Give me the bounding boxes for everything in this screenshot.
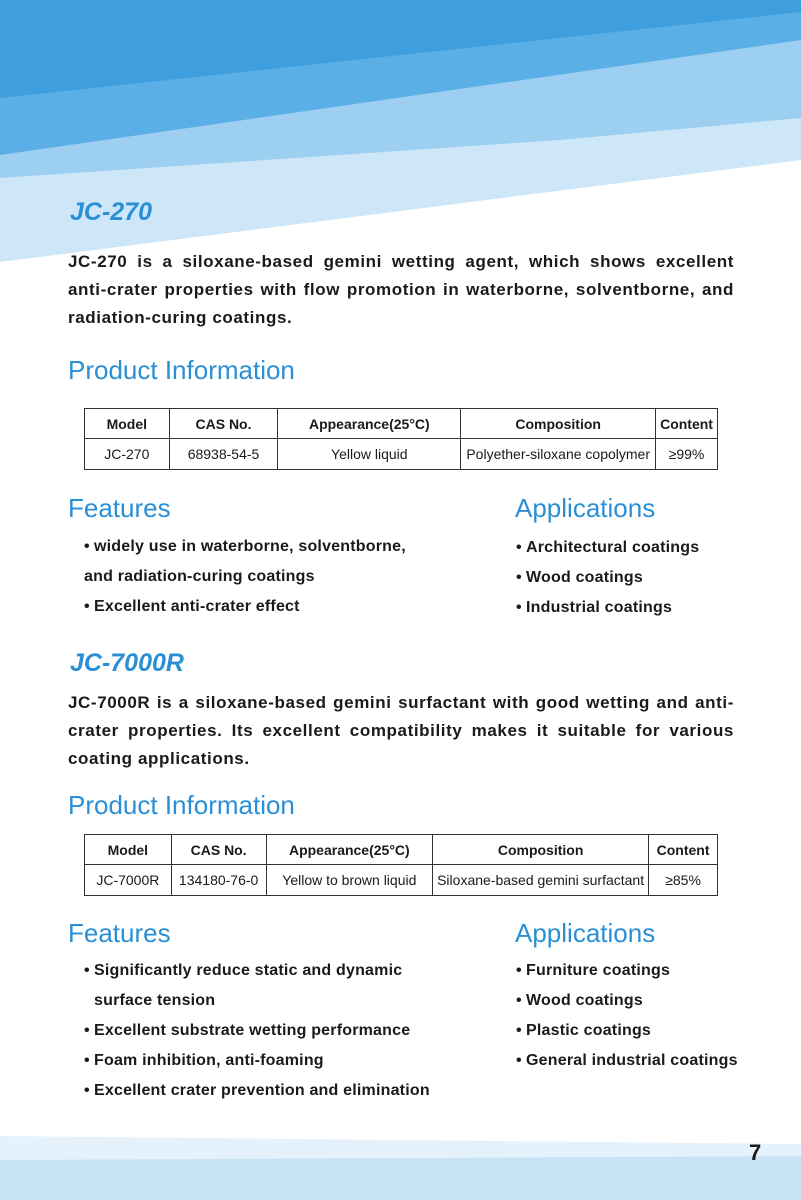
list-item: and radiation-curing coatings [84,568,315,585]
list-item: • widely use in waterborne, solventborne, [84,532,406,562]
product-info-heading: Product Information [68,355,295,385]
table-cell: Siloxane-based gemini surfactant [433,865,649,896]
table-cell: ≥99% [656,439,718,470]
table-cell: Polyether-siloxane copolymer [461,439,656,470]
table-header-cell: Content [656,409,718,439]
table-cell: JC-7000R [85,865,172,896]
product-description-jc7000r: JC-7000R is a siloxane-based gemini surfactant with good wetting and anti-crater properties. Its excellent compatibility makes it suitable for various coating applications. [68,693,734,768]
header-wave-banner [0,0,801,270]
applications-heading: Applications [515,918,656,948]
bullet-icon: • [516,569,522,586]
table-header-cell: CAS No. [171,835,266,865]
table-header-cell: Composition [461,409,656,439]
table-cell: Yellow liquid [278,439,461,470]
table-cell: Yellow to brown liquid [266,865,433,896]
table-header-cell: Composition [433,835,649,865]
table-header-cell: Model [85,835,172,865]
applications-list [516,956,738,1076]
product-title-jc270: JC-270 [70,198,152,226]
table-header-cell: Content [649,835,718,865]
table-header-row [85,409,718,439]
list-item: surface tension [94,992,216,1009]
bullet-icon: • [516,599,522,616]
footer-wave-band [0,1130,801,1200]
list-item: • Excellent anti-crater effect [84,592,406,622]
product-description-jc270: JC-270 is a siloxane-based gemini wetting agent, which shows excellent anti-crater properties with flow promotion in waterborne, solventborne, and radiation-curing coatings. [68,252,734,327]
bullet-icon: • [84,962,90,979]
table-row [85,865,718,896]
list-item: • Excellent crater prevention and elimination [84,1076,430,1106]
list-item: • Furniture coatings [516,956,738,986]
features-list [84,532,406,622]
applications-heading: Applications [515,493,656,523]
bullet-icon: • [84,598,90,615]
list-item: • Foam inhibition, anti-foaming [84,1046,430,1076]
bullet-icon: • [516,992,522,1009]
features-heading: Features [68,493,171,523]
product-info-table [84,408,718,470]
list-item: • Significantly reduce static and dynamic [84,956,430,986]
bullet-icon: • [516,539,522,556]
bullet-icon: • [516,962,522,979]
features-heading: Features [68,918,171,948]
list-item: • Wood coatings [516,563,699,593]
list-item: • General industrial coatings [516,1046,738,1076]
table-cell: 134180-76-0 [171,865,266,896]
table-header-cell: Model [85,409,170,439]
list-item: • Excellent substrate wetting performance [84,1016,430,1046]
table-header-cell: Appearance(25°C) [278,409,461,439]
bullet-icon: • [84,538,90,555]
table-header-cell: Appearance(25°C) [266,835,433,865]
table-cell: 68938-54-5 [169,439,278,470]
list-item: • Plastic coatings [516,1016,738,1046]
list-item: • Architectural coatings [516,533,699,563]
page-number: 7 [749,1140,762,1165]
bullet-icon: • [516,1022,522,1039]
list-item: • Wood coatings [516,986,738,1016]
applications-list [516,533,699,623]
product-info-table [84,834,718,896]
table-cell: ≥85% [649,865,718,896]
bullet-icon: • [84,1052,90,1069]
product-title-jc7000r: JC-7000R [70,649,184,677]
table-header-row [85,835,718,865]
bullet-icon: • [516,1052,522,1069]
list-item: • Industrial coatings [516,593,699,623]
table-row [85,439,718,470]
features-list [84,956,430,1106]
product-info-heading: Product Information [68,790,295,820]
bullet-icon: • [84,1082,90,1099]
table-header-cell: CAS No. [169,409,278,439]
table-cell: JC-270 [85,439,170,470]
bullet-icon: • [84,1022,90,1039]
